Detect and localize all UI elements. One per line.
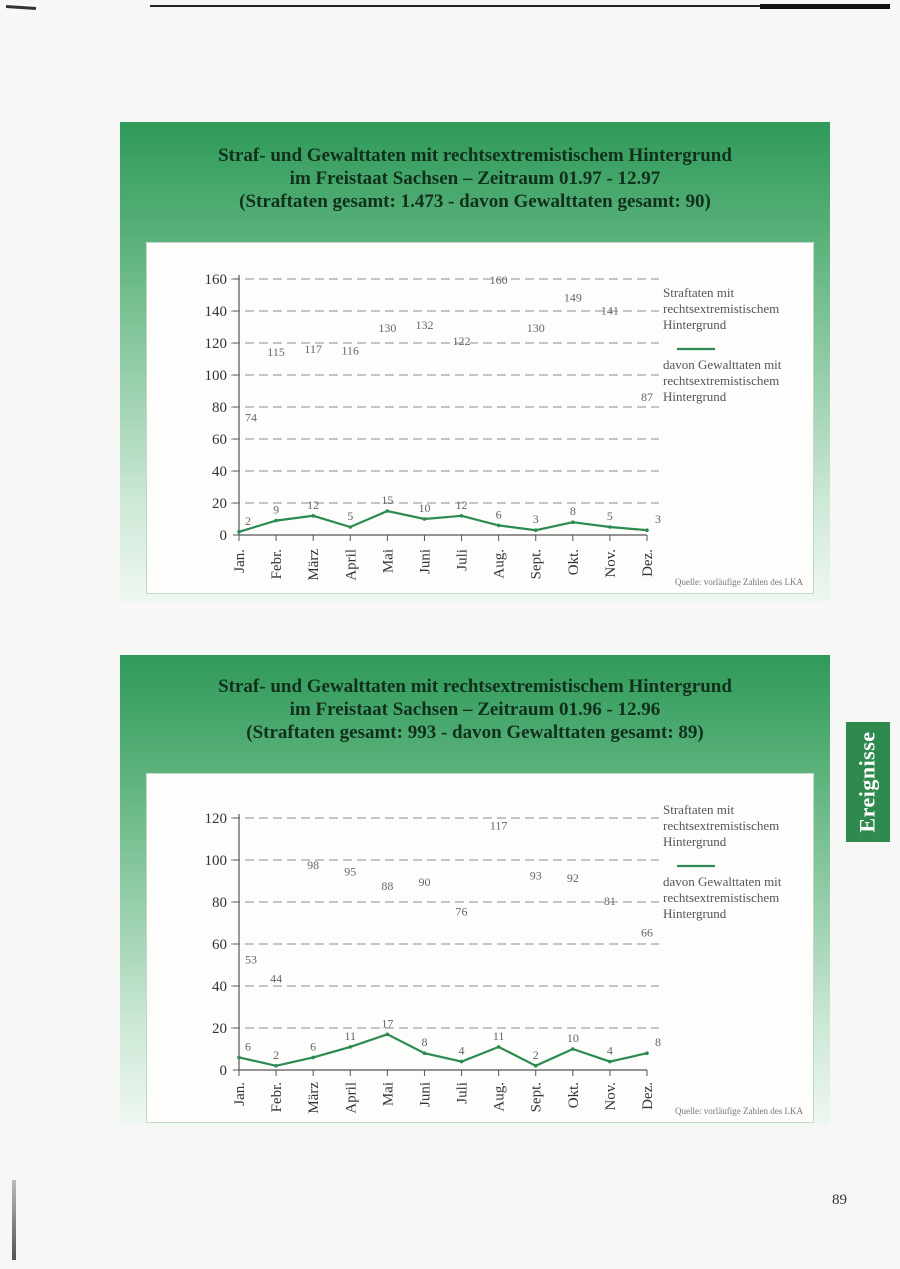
chart-title-line: im Freistaat Sachsen – Zeitraum 01.97 - 12.97 [289,168,661,189]
data-label-straftaten: 74 [245,410,257,425]
data-label-gewalttaten: 12 [307,497,320,512]
data-label-straftaten: 90 [418,875,431,889]
chart-title-1996 [120,675,830,744]
data-label-straftaten: 95 [344,864,357,879]
data-label-straftaten: 117 [489,818,508,833]
x-category-label: Jan. [232,549,248,573]
data-point-gewalttaten [348,525,352,529]
x-category-label: Sept. [528,1082,545,1113]
x-category-label: April [343,549,360,581]
data-label-gewalttaten: 6 [495,507,502,522]
data-point-gewalttaten [237,530,241,534]
data-label-straftaten: 44 [270,971,283,986]
data-label-gewalttaten: 10 [418,501,431,515]
data-label-straftaten: 149 [563,290,582,305]
data-point-gewalttaten [645,528,649,532]
data-label-gewalttaten: 3 [532,512,539,527]
section-tab-label: Ereignisse [855,731,880,833]
legend-label-straftaten: Straftaten mit rechtsextremistischem Hintergrund [663,285,780,332]
data-label-straftaten: 117 [304,341,322,356]
data-label-straftaten: 92 [566,870,579,885]
y-tick-label: 160 [204,272,227,288]
data-label-straftaten: 81 [603,893,616,908]
x-category-label: Juni [417,549,434,575]
data-label-straftaten: 88 [381,879,394,894]
data-label-gewalttaten: 2 [532,1047,539,1062]
source-note: Quelle: vorläufige Zahlen des LKA [675,1106,803,1116]
data-point-gewalttaten [348,1045,352,1049]
data-point-gewalttaten [274,1064,278,1068]
y-tick-label: 120 [204,811,227,827]
chart-title-line: (Straftaten gesamt: 1.473 - davon Gewalttaten gesamt: 90) [239,191,711,212]
line-chart-1996 [147,774,813,1122]
x-category-label: Mai [380,1082,397,1107]
x-category-label: Dez. [640,1082,656,1110]
x-category-label: Jan. [232,1082,248,1106]
data-label-straftaten: 93 [529,868,542,883]
x-category-label: März [306,549,323,581]
x-category-label: März [306,1082,323,1114]
line-chart-1997 [147,243,813,593]
legend-label-gewalttaten: davon Gewalttaten mit rechtsextremistischem Hintergrund [663,357,782,404]
x-category-label: Aug. [491,1082,508,1112]
data-point-gewalttaten [386,509,390,513]
x-category-label: April [343,1082,360,1114]
data-label-gewalttaten: 15 [381,493,394,507]
data-label-straftaten: 87 [641,389,653,404]
data-label-gewalttaten: 6 [245,1039,251,1054]
data-label-gewalttaten: 4 [458,1043,465,1058]
data-label-straftaten: 132 [415,317,434,332]
data-label-gewalttaten: 11 [344,1028,357,1043]
chart-area-1997 [146,242,814,594]
x-category-label: Sept. [528,549,545,580]
data-label-gewalttaten: 8 [421,1035,428,1050]
y-tick-label: 60 [212,432,227,448]
data-label-gewalttaten: 10 [566,1031,579,1045]
data-label-gewalttaten: 6 [310,1039,317,1054]
data-label-straftaten: 76 [455,904,468,919]
data-label-gewalttaten: 8 [569,504,576,519]
y-tick-label: 40 [212,464,227,480]
data-point-gewalttaten [645,1051,649,1055]
top-rule-accent [760,4,890,9]
x-category-label: Okt. [565,549,582,576]
data-label-gewalttaten: 4 [606,1043,613,1058]
data-point-gewalttaten [534,528,538,532]
data-point-gewalttaten [608,1060,612,1064]
data-label-straftaten: 116 [341,343,360,358]
data-point-gewalttaten [608,525,612,529]
data-label-straftaten: 115 [267,345,285,359]
data-label-gewalttaten: 12 [455,497,468,512]
corner-scan-mark [6,5,36,10]
data-point-gewalttaten [237,1056,241,1060]
chart-panel-1997 [120,122,830,602]
y-tick-label: 80 [212,895,227,911]
source-note: Quelle: vorläufige Zahlen des LKA [675,577,803,587]
data-label-straftaten: 160 [489,273,508,287]
x-category-label: Aug. [491,549,508,579]
x-category-label: Febr. [269,549,286,580]
chart-title-line: im Freistaat Sachsen – Zeitraum 01.96 - 12.96 [289,699,661,720]
data-label-straftaten: 141 [600,303,619,318]
data-point-gewalttaten [497,524,501,528]
data-point-gewalttaten [423,517,427,521]
chart-panel-1996 [120,655,830,1125]
data-label-gewalttaten: 17 [381,1016,394,1031]
data-label-gewalttaten: 2 [245,513,251,528]
y-tick-label: 120 [204,336,227,352]
x-category-label: Okt. [565,1082,582,1109]
chart-title-line: (Straftaten gesamt: 993 - davon Gewalttaten gesamt: 89) [246,722,704,743]
x-category-label: Dez. [640,549,656,577]
x-category-label: Juli [454,549,471,571]
series-line-gewalttaten [239,1034,647,1066]
data-label-straftaten: 130 [378,321,397,335]
y-tick-label: 0 [219,1063,227,1079]
data-point-gewalttaten [460,514,464,518]
data-label-straftaten: 98 [307,858,320,873]
legend-label-gewalttaten: davon Gewalttaten mit rechtsextremistischem Hintergrund [663,874,782,921]
x-category-label: Febr. [269,1082,286,1113]
data-label-gewalttaten: 8 [655,1035,661,1050]
data-label-gewalttaten: 5 [606,509,613,523]
data-label-straftaten: 66 [641,925,653,940]
y-tick-label: 100 [204,853,227,869]
data-point-gewalttaten [274,519,278,523]
legend-label-straftaten: Straftaten mit rechtsextremistischem Hintergrund [663,802,780,849]
data-point-gewalttaten [311,514,315,518]
chart-title-1997 [120,144,830,213]
y-tick-label: 80 [212,400,227,416]
data-label-gewalttaten: 5 [347,509,354,523]
y-tick-label: 100 [204,368,227,384]
x-category-label: Juli [454,1082,471,1104]
data-point-gewalttaten [497,1045,501,1049]
section-tab [846,722,890,842]
x-category-label: Mai [380,549,397,574]
data-label-gewalttaten: 3 [655,512,661,527]
x-category-label: Nov. [602,1082,619,1111]
chart-title-line: Straf- und Gewalttaten mit rechtsextremistischem Hintergrund [218,145,732,166]
page-number: 89 [832,1192,847,1208]
data-point-gewalttaten [534,1064,538,1068]
data-point-gewalttaten [571,1047,575,1051]
data-point-gewalttaten [386,1033,390,1037]
data-label-gewalttaten: 9 [273,502,280,517]
chart-area-1996 [146,773,814,1123]
x-category-label: Nov. [602,549,619,578]
binding-mark [12,1180,16,1260]
chart-title-line: Straf- und Gewalttaten mit rechtsextremistischem Hintergrund [218,676,732,697]
data-label-straftaten: 122 [452,333,471,348]
data-label-gewalttaten: 2 [273,1047,280,1062]
y-tick-label: 20 [212,1021,227,1037]
data-label-straftaten: 130 [526,321,545,335]
x-category-label: Juni [417,1082,434,1108]
series-line-gewalttaten [239,511,647,532]
y-tick-label: 140 [204,304,227,320]
y-tick-label: 20 [212,496,227,512]
data-point-gewalttaten [460,1060,464,1064]
y-tick-label: 60 [212,937,227,953]
data-label-straftaten: 53 [245,952,257,967]
data-point-gewalttaten [571,520,575,524]
y-tick-label: 40 [212,979,227,995]
data-label-gewalttaten: 11 [492,1028,505,1043]
data-point-gewalttaten [311,1056,315,1060]
data-point-gewalttaten [423,1051,427,1055]
y-tick-label: 0 [219,528,227,544]
